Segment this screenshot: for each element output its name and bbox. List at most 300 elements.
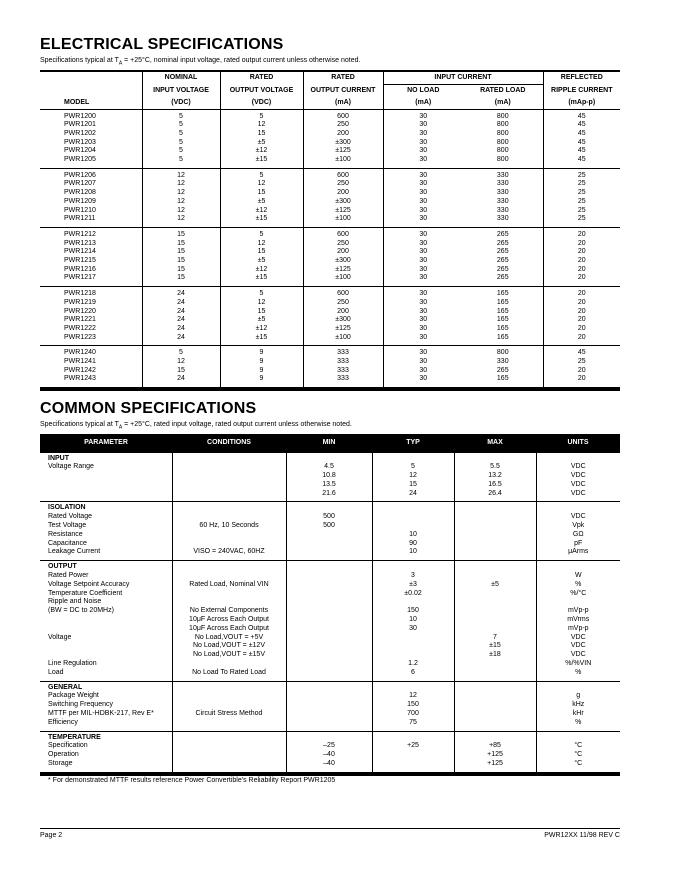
cell-vout: ±12: [255, 324, 268, 332]
spec-min: [287, 548, 372, 557]
cell-vout: 15: [257, 189, 266, 197]
cell-ratedload: 800: [496, 112, 509, 120]
cell-models: PWR1202: [64, 129, 96, 137]
cell-noload: 30: [419, 138, 428, 146]
cell-iout: 333: [337, 375, 349, 383]
cell-ripple: 20: [577, 366, 586, 374]
spec-units: VDC: [570, 480, 586, 488]
cell-iout: 333: [337, 366, 349, 374]
spec-max: +125: [487, 760, 503, 767]
spec-typ: [373, 651, 454, 660]
spec-cond: 10μF Across Each Output: [189, 616, 269, 624]
spec-param: ISOLATION: [48, 504, 86, 512]
spec-units: GΩ: [572, 530, 584, 538]
spec-min: [287, 625, 372, 634]
cell-vout: ±15: [255, 156, 268, 164]
spec-max: [455, 598, 536, 607]
cell-noload: 30: [419, 171, 428, 179]
spec-typ: 10: [409, 548, 417, 556]
spec-param: [48, 642, 172, 651]
cell-vout: ±15: [255, 274, 268, 282]
cell-models: PWR1205: [64, 156, 96, 164]
cell-ripple: 45: [577, 138, 586, 146]
spec-typ: 700: [407, 710, 419, 718]
cell-noload: 30: [419, 290, 428, 298]
spec-max: [455, 734, 536, 743]
spec-param: Temperature Coefficient: [48, 589, 123, 597]
spec-param: Leakage Current: [48, 548, 101, 556]
spec-typ: 10: [409, 530, 417, 538]
cell-ratedload: 165: [496, 307, 509, 315]
cell-noload: 30: [419, 147, 428, 155]
spec-min: [287, 572, 372, 581]
spec-cond: [173, 531, 286, 540]
spec-cond: No Load,VOUT = ±12V: [192, 642, 265, 650]
cell-ratedload: 265: [496, 248, 509, 256]
cell-vin: 15: [177, 248, 185, 256]
cell-vin: 12: [177, 180, 185, 188]
cell-noload: 30: [419, 324, 428, 332]
spec-param: Load: [48, 668, 64, 676]
hdr-model: MODEL: [40, 97, 142, 110]
spec-typ: 12: [409, 692, 417, 700]
spec-typ: 150: [407, 701, 419, 709]
hdr-ripple-current: RIPPLE CURRENT: [543, 84, 620, 97]
spec-units: [537, 504, 621, 513]
cell-ripple: 45: [577, 147, 586, 155]
cell-iout: ±125: [335, 206, 351, 214]
spec-max: [455, 563, 536, 572]
cell-ratedload: 800: [496, 147, 509, 155]
spec-min: [287, 607, 372, 616]
cell-models: PWR1241: [64, 358, 96, 366]
spec-param: Switching Frequency: [48, 701, 113, 709]
spec-max: [455, 660, 536, 669]
cell-noload: 30: [419, 265, 428, 273]
spec-param: Voltage: [48, 633, 72, 641]
cell-vout: 9: [259, 349, 264, 357]
spec-param: [48, 481, 172, 490]
spec-typ: 1.2: [408, 660, 418, 668]
spec-typ: 3: [411, 572, 415, 580]
cell-iout: 600: [337, 171, 349, 179]
cell-vout: ±5: [257, 197, 266, 205]
common-note: Specifications typical at $T_A = +25^\circ C$, rated input voltage, rated output current unless otherwise noted.: [40, 421, 352, 431]
cell-vin: 15: [177, 230, 185, 238]
spec-typ: [373, 522, 454, 531]
spec-cond: [173, 751, 286, 760]
spec-param: TEMPERATURE: [48, 733, 101, 741]
spec-max: 7: [493, 633, 497, 641]
document-id: PWR12XX 11/98 REV C: [544, 832, 620, 839]
cell-vin: 24: [177, 333, 185, 341]
spec-units: VDC: [570, 489, 586, 497]
cell-models: PWR1208: [64, 189, 96, 197]
spec-max: +85: [489, 742, 501, 750]
cell-iout: 333: [337, 358, 349, 366]
cell-iout: ±100: [335, 274, 351, 282]
cell-ratedload: 265: [496, 239, 509, 247]
spec-typ: [373, 751, 454, 760]
spec-typ: 5: [411, 463, 415, 471]
cell-ripple: 25: [577, 189, 586, 197]
cell-ripple: 25: [577, 358, 586, 366]
cell-ratedload: 800: [496, 349, 509, 357]
cell-vout: 15: [257, 129, 266, 137]
spec-min: 21.6: [322, 489, 336, 497]
spec-min: [287, 734, 372, 743]
spec-units: %: [575, 718, 582, 726]
spec-units: %: [575, 668, 582, 676]
spec-param: Line Regulation: [48, 660, 97, 668]
hdr-input-voltage: INPUT VOLTAGE: [142, 84, 220, 97]
spec-typ: [373, 504, 454, 513]
cell-noload: 30: [419, 189, 428, 197]
cell-iout: ±300: [335, 138, 351, 146]
spec-max: [455, 590, 536, 599]
cell-noload: 30: [419, 206, 428, 214]
spec-typ: 90: [409, 539, 417, 547]
spec-typ: [373, 642, 454, 651]
spec-typ: [373, 513, 454, 522]
spec-section: [40, 502, 620, 561]
cell-models: PWR1217: [64, 274, 96, 282]
cell-ratedload: 330: [496, 358, 509, 366]
cell-vout: ±5: [257, 138, 266, 146]
cell-noload: 30: [419, 333, 428, 341]
cell-vin: 15: [177, 239, 185, 247]
cell-ratedload: 800: [496, 121, 509, 129]
cell-models: PWR1223: [64, 333, 96, 341]
electrical-title: ELECTRICAL SPECIFICATIONS: [40, 36, 284, 53]
cell-ratedload: 330: [496, 197, 509, 205]
footer-rule: [40, 828, 620, 829]
cell-models: PWR1214: [64, 248, 96, 256]
spec-typ: [373, 455, 454, 464]
spec-cond: [173, 684, 286, 693]
mttf-footnote: * For demonstrated MTTF results reference Power Convertible's Reliability Report PWR1205: [48, 777, 336, 784]
spec-units: VDC: [570, 472, 586, 480]
cell-vout: 9: [259, 375, 264, 383]
unit-ratedload: (mA): [463, 97, 543, 110]
cell-vout: 5: [259, 290, 264, 298]
cell-ripple: 20: [577, 290, 586, 298]
cell-noload: 30: [419, 307, 428, 315]
spec-min: –25: [323, 742, 335, 750]
unit-iout: (mA): [303, 97, 383, 110]
cell-models: PWR1218: [64, 290, 96, 298]
cell-iout: 200: [337, 307, 349, 315]
cell-ripple: 45: [577, 156, 586, 164]
hdr-rated-v: RATED: [220, 72, 303, 85]
spec-min: –40: [323, 760, 335, 767]
spec-cond: [173, 490, 286, 499]
cell-noload: 30: [419, 316, 428, 324]
cell-models: PWR1204: [64, 147, 96, 155]
spec-section: [40, 731, 620, 772]
cell-iout: ±125: [335, 147, 351, 155]
spec-param: Rated Voltage: [48, 513, 92, 521]
spec-param: Test Voltage: [48, 522, 87, 530]
spec-cond: Circuit Stress Method: [195, 710, 263, 718]
spec-cond: No Load,VOUT = +5V: [194, 633, 264, 641]
cell-iout: 200: [337, 189, 349, 197]
spec-max: ±5: [491, 580, 499, 588]
spec-param: GENERAL: [48, 683, 83, 691]
spec-max: [455, 548, 536, 557]
spec-typ: [373, 563, 454, 572]
spec-cond: VISO = 240VAC, 60HZ: [193, 548, 265, 556]
spec-param: Rated Power: [48, 572, 89, 580]
spec-max: [455, 684, 536, 693]
spec-min: [287, 701, 372, 710]
cell-vin: 12: [177, 171, 185, 179]
cell-ripple: 20: [577, 265, 586, 273]
cell-noload: 30: [419, 375, 428, 383]
cell-ratedload: 330: [496, 215, 509, 223]
spec-cond: Rated Load, Nominal VIN: [189, 580, 269, 588]
spec-max: [455, 607, 536, 616]
spec-units: [537, 598, 621, 607]
cell-noload: 30: [419, 112, 428, 120]
spec-max: 13.2: [488, 472, 502, 480]
spec-units: kHr: [572, 710, 584, 718]
cell-vin: 12: [177, 206, 185, 214]
cell-vout: 9: [259, 366, 264, 374]
spec-max: [455, 504, 536, 513]
spec-min: 500: [323, 522, 335, 530]
spec-min: 4.5: [324, 463, 334, 471]
spec-units: %/%VIN: [565, 660, 592, 668]
spec-max: [455, 719, 536, 728]
cell-ratedload: 800: [496, 138, 509, 146]
cell-noload: 30: [419, 215, 428, 223]
cell-ratedload: 265: [496, 274, 509, 282]
spec-param: Storage: [48, 760, 73, 767]
cell-iout: 333: [337, 349, 349, 357]
cell-vin: 12: [177, 358, 185, 366]
spec-max: [455, 572, 536, 581]
cell-iout: 600: [337, 112, 349, 120]
spec-min: [287, 719, 372, 728]
cell-models: PWR1242: [64, 366, 96, 374]
spec-cond: [173, 455, 286, 464]
spec-cond: 10μF Across Each Output: [189, 624, 269, 632]
spec-units: °C: [574, 760, 583, 767]
cell-vout: 5: [259, 171, 264, 179]
cell-ratedload: 330: [496, 171, 509, 179]
spec-cond: [173, 734, 286, 743]
spec-param: Efficiency: [48, 718, 78, 726]
spec-max: [455, 692, 536, 701]
cell-models: PWR1201: [64, 121, 96, 129]
cell-iout: ±100: [335, 215, 351, 223]
spec-typ: ±0.02: [404, 589, 422, 597]
cell-ratedload: 800: [496, 129, 509, 137]
cell-ripple: 45: [577, 129, 586, 137]
cell-noload: 30: [419, 366, 428, 374]
cell-noload: 30: [419, 257, 428, 265]
cell-models: PWR1243: [64, 375, 96, 383]
spec-min: [287, 692, 372, 701]
cell-models: PWR1220: [64, 307, 96, 315]
spec-param: Ripple and Noise: [48, 598, 102, 606]
cell-vin: 15: [177, 274, 185, 282]
cell-vin: 24: [177, 324, 185, 332]
cell-iout: 600: [337, 290, 349, 298]
spec-units: %: [575, 580, 582, 588]
spec-param: [48, 625, 172, 634]
spec-min: [287, 590, 372, 599]
page-number: Page 2: [40, 832, 63, 839]
spec-max: +125: [487, 751, 503, 759]
cell-noload: 30: [419, 358, 428, 366]
spec-typ: 24: [409, 489, 417, 497]
spec-max: 26.4: [488, 489, 502, 497]
cell-noload: 30: [419, 156, 428, 164]
cell-ripple: 25: [577, 180, 586, 188]
cell-vout: 12: [257, 180, 266, 188]
common-title: COMMON SPECIFICATIONS: [40, 400, 257, 417]
cell-ripple: 20: [577, 333, 586, 341]
spec-min: [287, 710, 372, 719]
spec-max: [455, 616, 536, 625]
cell-ripple: 20: [577, 316, 586, 324]
spec-param: [48, 472, 172, 481]
spec-cond: [173, 572, 286, 581]
cell-models: PWR1212: [64, 230, 96, 238]
cell-iout: 200: [337, 129, 349, 137]
spec-cond: No Load,VOUT = ±15V: [192, 651, 265, 659]
spec-max: 5.5: [490, 463, 500, 471]
cell-models: PWR1215: [64, 257, 96, 265]
cell-models: PWR1210: [64, 206, 96, 214]
spec-max: [455, 531, 536, 540]
spec-units: pF: [574, 539, 583, 547]
spec-units: °C: [574, 751, 583, 759]
spec-units: W: [574, 572, 582, 580]
spec-cond: [173, 598, 286, 607]
model-group: [40, 287, 620, 346]
spec-param: Operation: [48, 751, 79, 759]
cell-vout: ±12: [255, 206, 268, 214]
cell-ripple: 20: [577, 248, 586, 256]
spec-cond: [173, 660, 286, 669]
spec-cond: [173, 481, 286, 490]
cell-vin: 15: [177, 366, 185, 374]
cell-ripple: 20: [577, 274, 586, 282]
cell-iout: ±300: [335, 257, 351, 265]
spec-min: [287, 642, 372, 651]
hdr-rated-load: RATED LOAD: [480, 86, 526, 94]
hdr-output-current: OUTPUT CURRENT: [303, 84, 383, 97]
spec-min: [287, 598, 372, 607]
spec-units: VDC: [570, 651, 586, 659]
hdr-typ: TYP: [372, 434, 454, 452]
spec-max: ±15: [489, 642, 501, 650]
spec-units: g: [576, 692, 581, 700]
spec-units: [537, 684, 621, 693]
spec-cond: [173, 719, 286, 728]
cell-noload: 30: [419, 129, 428, 137]
spec-cond: [173, 504, 286, 513]
spec-min: [287, 455, 372, 464]
cell-vout: ±5: [257, 316, 266, 324]
spec-units: °C: [574, 742, 583, 750]
spec-min: [287, 634, 372, 643]
spec-param: MTTF per MIL-HDBK-217, Rev E*: [48, 710, 154, 718]
cell-models: PWR1203: [64, 138, 96, 146]
cell-vout: ±15: [255, 215, 268, 223]
cell-iout: ±100: [335, 333, 351, 341]
spec-param: Package Weight: [48, 692, 99, 700]
spec-typ: 15: [409, 480, 417, 488]
cell-ripple: 20: [577, 324, 586, 332]
cell-iout: ±125: [335, 265, 351, 273]
cell-ratedload: 165: [496, 316, 509, 324]
spec-min: [287, 684, 372, 693]
cell-vout: 5: [259, 230, 264, 238]
spec-param: Resistance: [48, 530, 83, 538]
spec-units: VDC: [570, 513, 586, 521]
cell-vout: 12: [257, 239, 266, 247]
cell-noload: 30: [419, 121, 428, 129]
cell-ratedload: 330: [496, 180, 509, 188]
electrical-note: Specifications typical at $T_A = +25^\circ C$, nominal input voltage, rated output current unless otherwise noted.: [40, 57, 361, 67]
hdr-min: MIN: [286, 434, 372, 452]
cell-vin: 24: [177, 375, 185, 383]
cell-ripple: 20: [577, 307, 586, 315]
hdr-no-load: NO LOAD: [383, 84, 463, 97]
cell-noload: 30: [419, 298, 428, 306]
spec-cond: [173, 760, 286, 769]
electrical-spec-table: [40, 70, 620, 391]
cell-iout: ±300: [335, 316, 351, 324]
spec-max: [455, 710, 536, 719]
cell-ripple: 25: [577, 171, 586, 179]
spec-units: mVp-p: [567, 607, 589, 615]
cell-vin: 24: [177, 298, 185, 306]
spec-cond: [173, 701, 286, 710]
spec-typ: [373, 634, 454, 643]
cell-vin: 12: [177, 215, 185, 223]
cell-vout: 5: [259, 112, 264, 120]
spec-min: 500: [323, 513, 335, 521]
hdr-max: MAX: [454, 434, 536, 452]
spec-typ: [373, 760, 454, 769]
cell-models: PWR1222: [64, 324, 96, 332]
spec-min: [287, 669, 372, 678]
cell-models: PWR1211: [64, 215, 96, 223]
cell-models: PWR1216: [64, 265, 96, 273]
spec-min: [287, 616, 372, 625]
cell-noload: 30: [419, 274, 428, 282]
cell-models: PWR1207: [64, 180, 96, 188]
cell-models: PWR1240: [64, 349, 96, 357]
hdr-output-voltage: OUTPUT VOLTAGE: [220, 84, 303, 97]
spec-min: –40: [323, 751, 335, 759]
model-group: [40, 227, 620, 286]
cell-ratedload: 265: [496, 265, 509, 273]
spec-cond: [173, 472, 286, 481]
cell-vin: 5: [179, 147, 183, 155]
cell-vout: 12: [257, 121, 266, 129]
cell-vin: 5: [179, 156, 183, 164]
spec-cond: [173, 563, 286, 572]
hdr-rated-i: RATED: [303, 72, 383, 85]
spec-cond: No Load To Rated Load: [192, 668, 266, 676]
cell-iout: ±300: [335, 197, 351, 205]
